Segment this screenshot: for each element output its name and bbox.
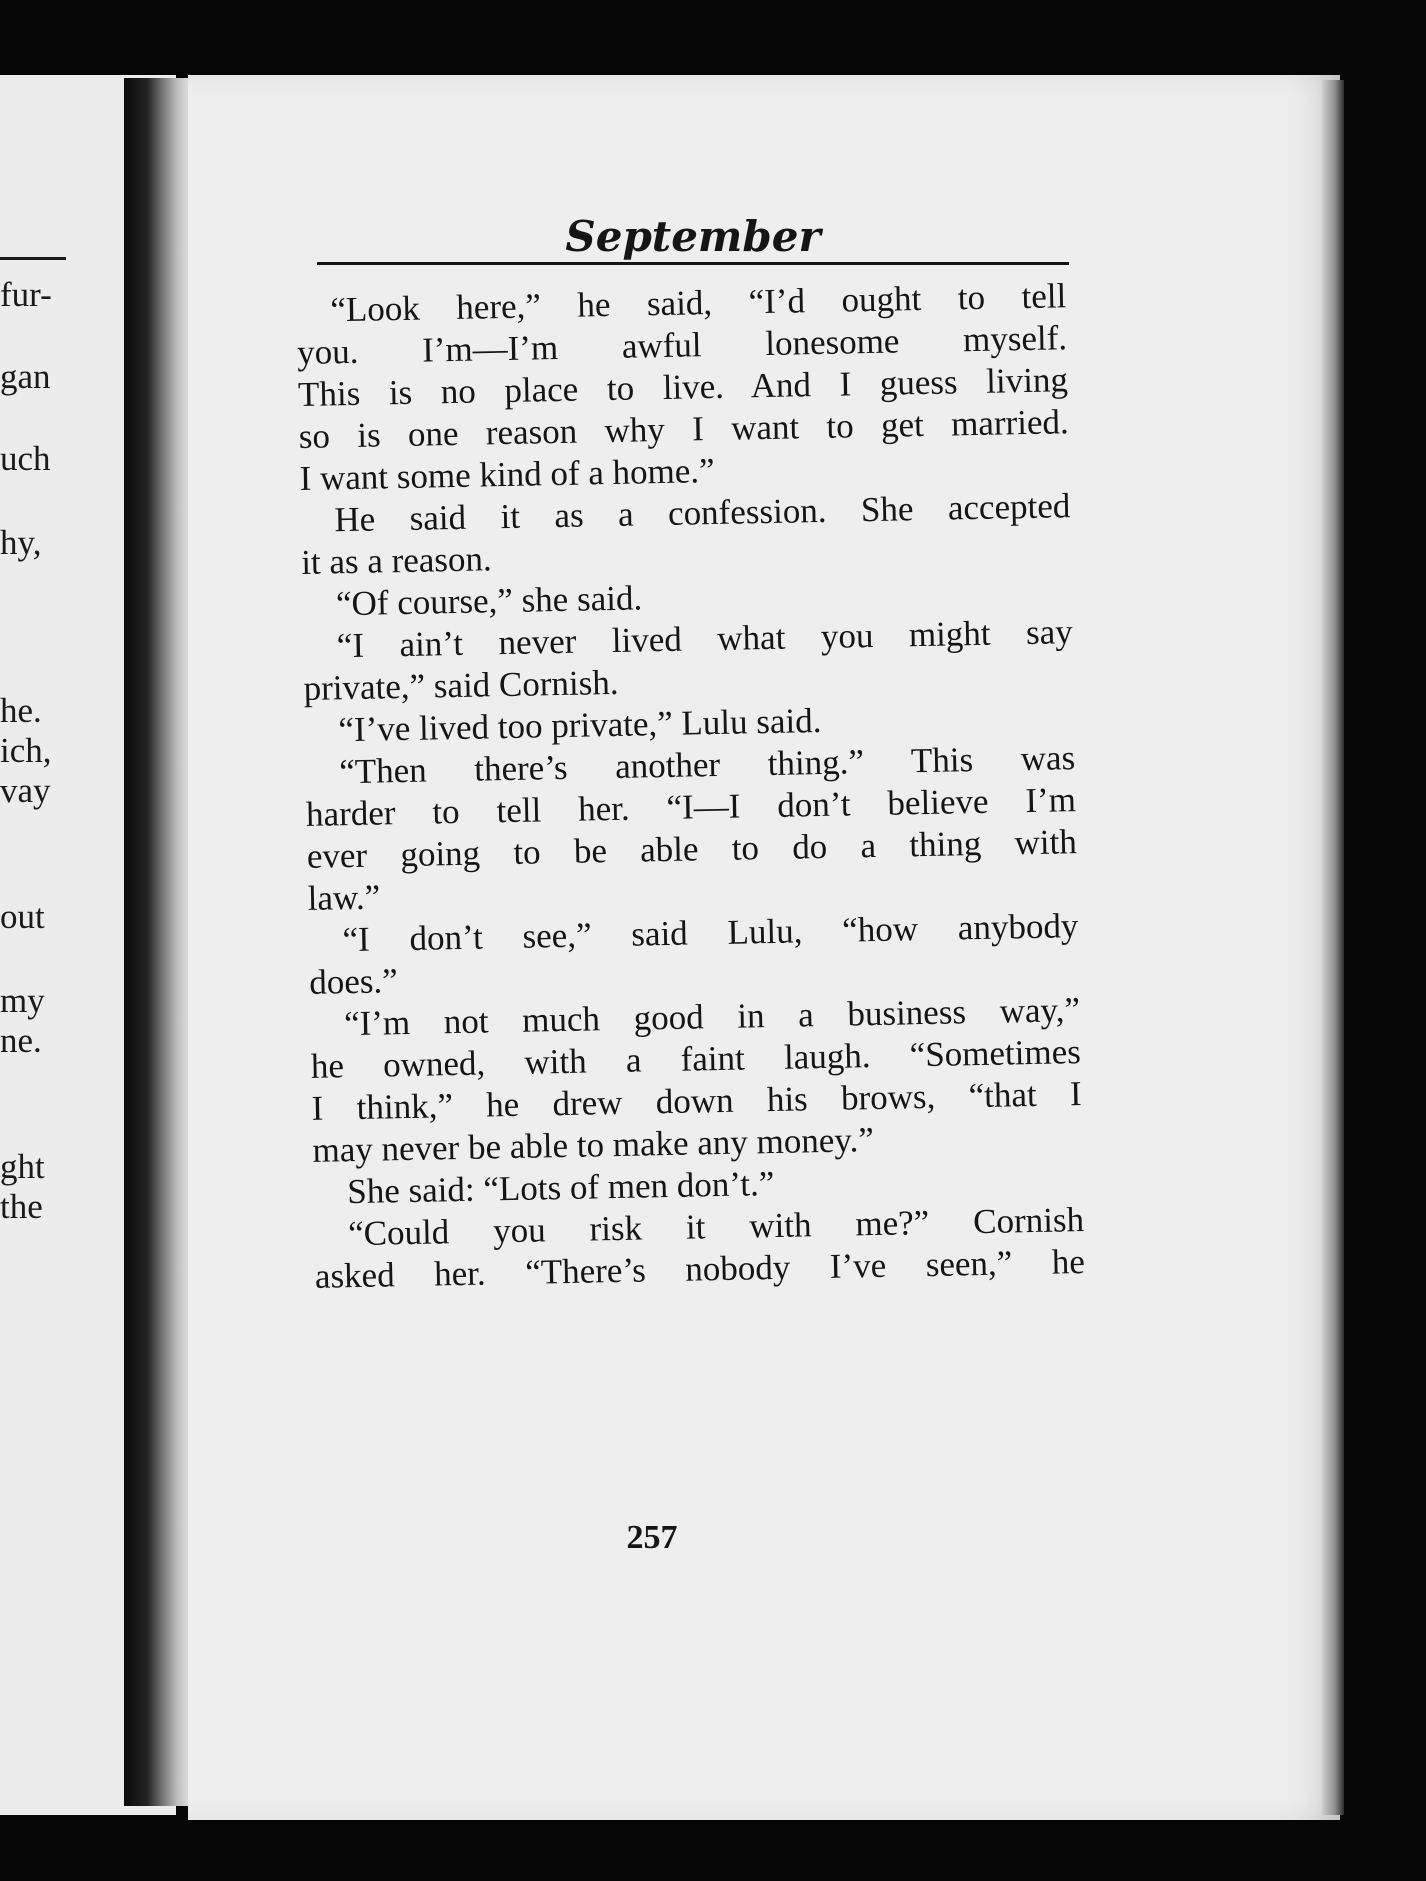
text-line: “I ain’t never lived what you might say [336, 612, 1074, 666]
text-line: asked her. “There’s nobody I’ve seen,” he [314, 1242, 1086, 1296]
left-fragment: my [0, 981, 45, 1020]
text-line: “Then there’s another thing.” This was [338, 738, 1076, 792]
running-head-rule [317, 262, 1069, 265]
text-line: may never be able to make any money.” [312, 1120, 875, 1170]
running-head: September [565, 212, 821, 261]
left-fragment: uch [0, 439, 51, 478]
text-line: does.” [308, 961, 399, 1002]
left-fragment: out [0, 897, 45, 936]
left-page-rule [0, 257, 66, 260]
text-line: “I’ve lived too private,” Lulu said. [338, 700, 822, 750]
text-line: I think,” he drew down his brows, “that I [311, 1074, 1082, 1128]
book-spine-gutter [124, 78, 190, 1806]
text-line: “Of course,” she said. [335, 578, 643, 624]
text-line: This is no place to live. And I guess living [297, 360, 1069, 414]
text-line: private,” said Cornish. [303, 662, 619, 708]
left-fragment: ght [0, 1147, 45, 1186]
text-line: he owned, with a faint laugh. “Sometimes [310, 1032, 1082, 1086]
text-line: “Could you risk it with me?” Cornish [347, 1200, 1085, 1254]
left-fragment: he. [0, 691, 42, 730]
text-line: “I’m not much good in a business way,” [343, 990, 1081, 1044]
left-fragment: hy, [0, 523, 42, 562]
left-fragment: ne. [0, 1021, 42, 1060]
left-fragment: fur- [0, 275, 52, 314]
text-line: so is one reason why I want to get married. [298, 402, 1070, 456]
text-line: it as a reason. [300, 539, 493, 582]
body-text [296, 275, 1085, 1298]
left-fragment: vay [0, 771, 51, 810]
page-number: 257 [626, 1519, 678, 1556]
text-line: I want some kind of a home.” [299, 451, 715, 498]
text-line: harder to tell her. “I—I don’t believe I’m [305, 780, 1077, 834]
left-fragment: the [0, 1187, 43, 1226]
page-edge-shadow [1322, 80, 1344, 1815]
text-line: you. I’m—I’m awful lonesome myself. [296, 318, 1068, 372]
left-fragment: gan [0, 357, 51, 396]
text-line: “Look here,” he said, “I’d ought to tell [330, 276, 1067, 330]
left-fragment: ich, [0, 731, 52, 770]
text-line: He said it as a confession. She accepted [334, 486, 1071, 540]
text-line: She said: “Lots of men don’t.” [346, 1163, 775, 1212]
text-line: “I don’t see,” said Lulu, “how anybody [342, 906, 1079, 960]
text-line: law.” [307, 877, 381, 918]
text-line: ever going to be able to do a thing with [306, 822, 1078, 876]
